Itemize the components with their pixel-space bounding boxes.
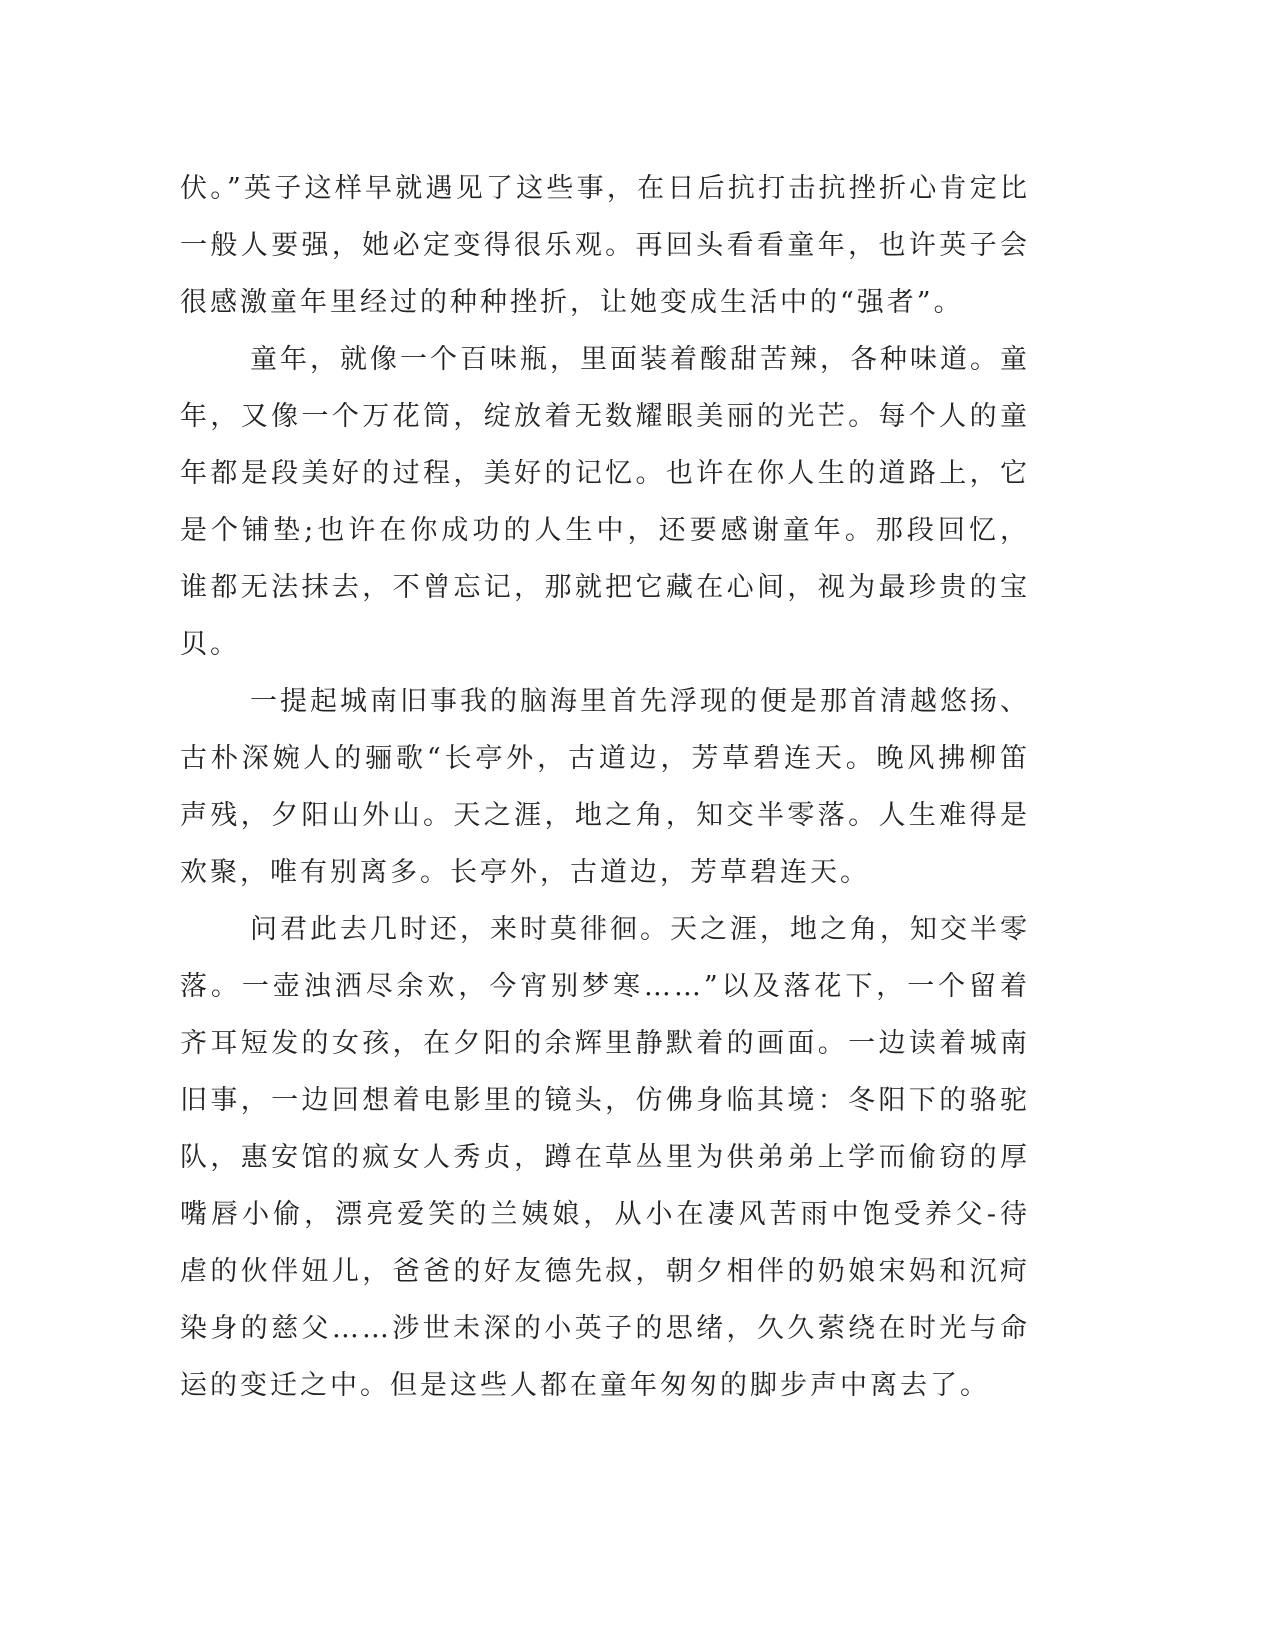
paragraph-childhood-flavors: 童年，就像一个百味瓶，里面装着酸甜苦辣，各种味道。童年，又像一个万花筒，绽放着无数耀眼美丽的光芒。每个人的童年都是段美好的过程，美好的记忆。也许在你人生的道路上，它是个铺垫;也许在你成功的人生中，还要感谢童年。那段回忆，谁都无法抹去，不曾忘记，那就把它藏在心间，视为最珍贵的宝贝。	[180, 344, 1030, 660]
document-body	[180, 160, 1030, 1414]
paragraph-farewell-song: 一提起城南旧事我的脑海里首先浮现的便是那首清越悠扬、古朴深婉人的骊歌“长亭外，古道边，芳草碧连天。晚风拂柳笛声残，夕阳山外山。天之涯，地之角，知交半零落。人生难得是欢聚，唯有别离多。长亭外，古道边，芳草碧连天。	[180, 686, 1030, 888]
paragraph-memories: 问君此去几时还，来时莫徘徊。天之涯，地之角，知交半零落。一壶浊洒尽余欢，今宵别梦寒……”以及落花下，一个留着齐耳短发的女孩，在夕阳的余辉里静默着的画面。一边读着城南旧事，一边回想着电影里的镜头，仿佛身临其境：冬阳下的骆驼队，惠安馆的疯女人秀贞，蹲在草丛里为供弟弟上学而偷窃的厚嘴唇小偷，漂亮爱笑的兰姨娘，从小在凄风苦雨中饱受养父-待虐的伙伴妞儿，爸爸的好友德先叔，朝夕相伴的奶娘宋妈和沉疴染身的慈父……涉世未深的小英子的思绪，久久萦绕在时光与命运的变迁之中。但是这些人都在童年匆匆的脚步声中离去了。	[180, 914, 1030, 1401]
paragraph-continuation: 伏。”英子这样早就遇见了这些事，在日后抗打击抗挫折心肯定比一般人要强，她必定变得很乐观。再回头看看童年，也许英子会很感激童年里经过的种种挫折，让她变成生活中的“强者”。	[180, 173, 1030, 318]
